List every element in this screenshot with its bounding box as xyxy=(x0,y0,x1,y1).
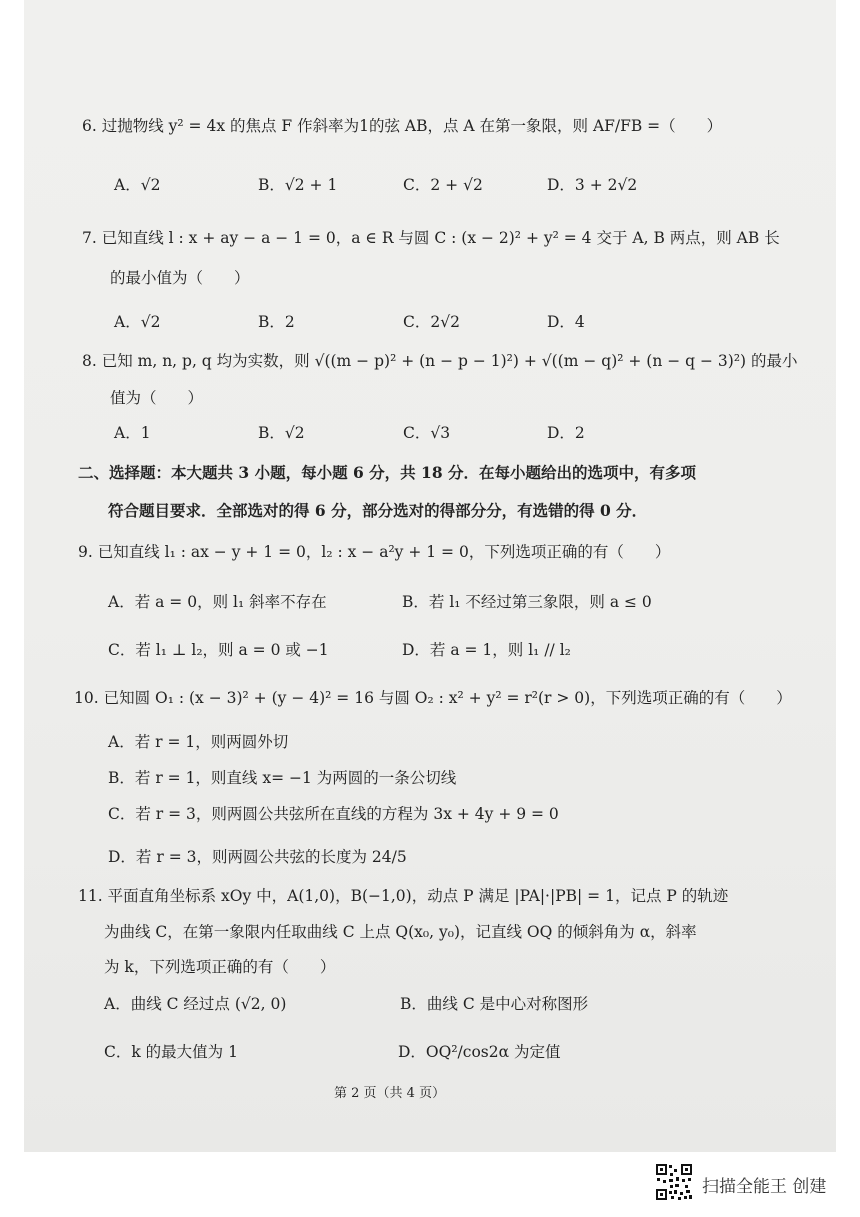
question-8-option-a: A．1 xyxy=(114,424,151,442)
page-footer: 第 2 页（共 4 页） xyxy=(334,1086,446,1101)
question-7-option-b: B．2 xyxy=(258,313,295,331)
question-10-option-d: D．若 r = 3，则两圆公共弦的长度为 24/5 xyxy=(108,848,407,866)
question-8-stem-cont: 值为（ ） xyxy=(110,389,204,407)
question-7-option-c: C．2√2 xyxy=(403,313,460,331)
question-7-stem: 7. 已知直线 l : x + ay − a − 1 = 0，a ∈ R 与圆 C : (x − 2)² + y² = 4 交于 A, B 两点，则 AB 长 xyxy=(82,229,780,247)
qr-code-icon xyxy=(655,1163,693,1201)
question-10-stem: 10. 已知圆 O₁ : (x − 3)² + (y − 4)² = 16 与圆 O₂ : x² + y² = r²(r > 0)，下列选项正确的有（ ） xyxy=(74,689,792,707)
question-6-option-b: B．√2 + 1 xyxy=(258,176,338,194)
question-9-option-a: A．若 a = 0，则 l₁ 斜率不存在 xyxy=(108,593,327,611)
question-6-option-a: A．√2 xyxy=(114,176,161,194)
question-11-stem: 11. 平面直角坐标系 xOy 中，A(1,0)，B(−1,0)，动点 P 满足 |PA|·|PB| = 1，记点 P 的轨迹 xyxy=(78,887,729,905)
question-6-stem: 6. 过抛物线 y² = 4x 的焦点 F 作斜率为1的弦 AB，点 A 在第一象限，则 AF/FB =（ ） xyxy=(82,117,723,135)
question-7-option-d: D．4 xyxy=(547,313,585,331)
question-6-option-d: D．3 + 2√2 xyxy=(547,176,638,194)
question-8-option-b: B．√2 xyxy=(258,424,305,442)
question-10-option-a: A．若 r = 1，则两圆外切 xyxy=(108,733,289,751)
question-11-stem-cont-1: 为曲线 C，在第一象限内任取曲线 C 上点 Q(x₀, y₀)，记直线 OQ 的倾斜角为 α，斜率 xyxy=(104,923,697,941)
section-2-heading: 二、选择题：本大题共 3 小题，每小题 6 分，共 18 分．在每小题给出的选项中，有多项 xyxy=(78,463,697,482)
scanner-brand-label: 扫描全能王 创建 xyxy=(702,1177,827,1197)
question-9-option-c: C．若 l₁ ⊥ l₂，则 a = 0 或 −1 xyxy=(108,641,329,659)
question-10-option-c: C．若 r = 3，则两圆公共弦所在直线的方程为 3x + 4y + 9 = 0 xyxy=(108,805,559,823)
question-9-option-b: B．若 l₁ 不经过第三象限，则 a ≤ 0 xyxy=(402,593,652,611)
question-11-stem-cont-2: 为 k，下列选项正确的有（ ） xyxy=(104,958,336,976)
question-11-option-d: D．OQ²/cos2α 为定值 xyxy=(398,1043,561,1061)
question-8-stem: 8. 已知 m, n, p, q 均为实数，则 √((m − p)² + (n − p − 1)²) + √((m − q)² + (n − q − 3)²) 的最小 xyxy=(82,352,798,370)
section-2-instructions: 符合题目要求．全部选对的得 6 分，部分选对的得部分分，有选错的得 0 分． xyxy=(108,501,648,520)
question-8-option-c: C．√3 xyxy=(403,424,451,442)
question-9-stem: 9. 已知直线 l₁ : ax − y + 1 = 0，l₂ : x − a²y + 1 = 0，下列选项正确的有（ ） xyxy=(78,543,671,561)
question-10-option-b: B．若 r = 1，则直线 x= −1 为两圆的一条公切线 xyxy=(108,769,457,787)
question-11-option-c: C．k 的最大值为 1 xyxy=(104,1043,238,1061)
question-11-option-b: B．曲线 C 是中心对称图形 xyxy=(400,995,589,1013)
question-11-option-a: A．曲线 C 经过点 (√2, 0) xyxy=(104,995,287,1013)
question-7-stem-cont: 的最小值为（ ） xyxy=(110,269,250,287)
question-9-option-d: D．若 a = 1，则 l₁ // l₂ xyxy=(402,641,571,659)
question-7-option-a: A．√2 xyxy=(114,313,161,331)
question-6-option-c: C．2 + √2 xyxy=(403,176,483,194)
exam-page xyxy=(24,0,836,1152)
question-8-option-d: D．2 xyxy=(547,424,585,442)
